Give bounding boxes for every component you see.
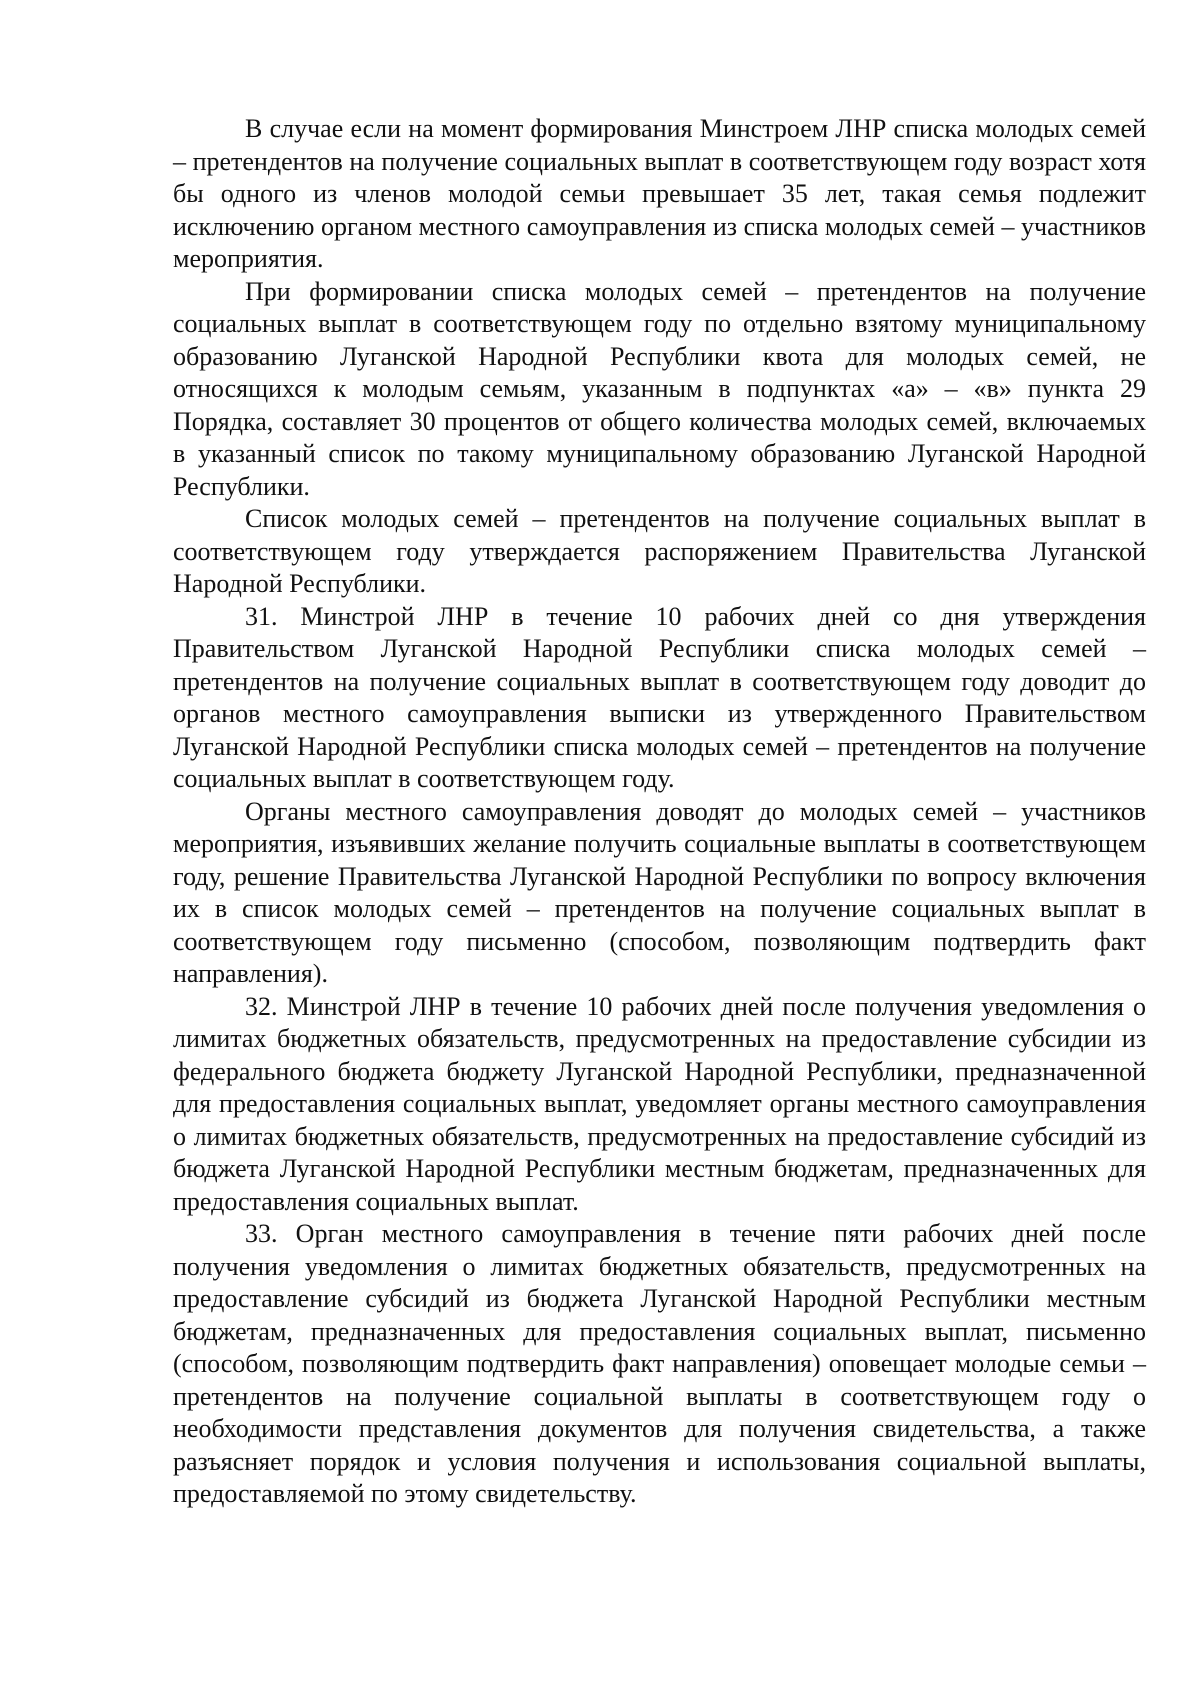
document-body — [173, 113, 1146, 1511]
paragraph-list-approval: Список молодых семей – претендентов на получение социальных выплат в соответствующем году утверждается распоряжением Правительства Луганской Народной Республики. — [173, 504, 1146, 598]
paragraph-quota: При формировании списка молодых семей – претендентов на получение социальных выплат в соответствующем году по отдельно взятому муниципальному образованию Луганской Народной Республики квота для молодых семей, не относящихся к молодым семьям, указанным в подпунктах «а» – «в» пункта 29 Порядка, составляет 30 процентов от общего количества молодых семей, включаемых в указанный список по такому муниципальному образованию Луганской Народной Республики. — [173, 276, 1146, 501]
paragraph-item-32: 32. Минстрой ЛНР в течение 10 рабочих дней после получения уведомления о лимитах бюджетных обязательств, предусмотренных на предоставление субсидии из федерального бюджета бюджету Луганской Народной Республики, предназначенной для предоставления социальных выплат, уведомляет органы местного самоуправления о лимитах бюджетных обязательств, предусмотренных на предоставление субсидий из бюджета Луганской Народной Республики местным бюджетам, предназначенных для предоставления социальных выплат. — [173, 991, 1146, 1216]
paragraph-item-33: 33. Орган местного самоуправления в течение пяти рабочих дней после получения уведомления о лимитах бюджетных обязательств, предусмотренных на предоставление субсидий из бюджета Луганской Народной Республики местным бюджетам, предназначенных для предоставления социальных выплат, письменно (способом, позволяющим подтвердить факт направления) оповещает молодые семьи – претендентов на получение социальной выплаты в соответствующем году о необходимости представления документов для получения свидетельства, а также разъясняет порядок и условия получения и использования социальной выплаты, предоставляемой по этому свидетельству. — [173, 1219, 1146, 1508]
paragraph-age-limit: В случае если на момент формирования Минстроем ЛНР списка молодых семей – претендентов на получение социальных выплат в соответствующем году возраст хотя бы одного из членов молодой семьи превышает 35 лет, такая семья подлежит исключению органом местного самоуправления из списка молодых семей – участников мероприятия. — [173, 114, 1146, 273]
paragraph-item-31: 31. Минстрой ЛНР в течение 10 рабочих дней со дня утверждения Правительством Луганской Народной Республики списка молодых семей – претендентов на получение социальных выплат в соответствующем году доводит до органов местного самоуправления выписки из утвержденного Правительством Луганской Народной Республики списка молодых семей – претендентов на получение социальных выплат в соответствующем году. — [173, 601, 1146, 793]
paragraph-local-notification: Органы местного самоуправления доводят до молодых семей – участников мероприятия, изъявивших желание получить социальные выплаты в соответствующем году, решение Правительства Луганской Народной Республики по вопросу включения их в список молодых семей – претендентов на получение социальных выплат в соответствующем году письменно (способом, позволяющим подтвердить факт направления). — [173, 796, 1146, 988]
